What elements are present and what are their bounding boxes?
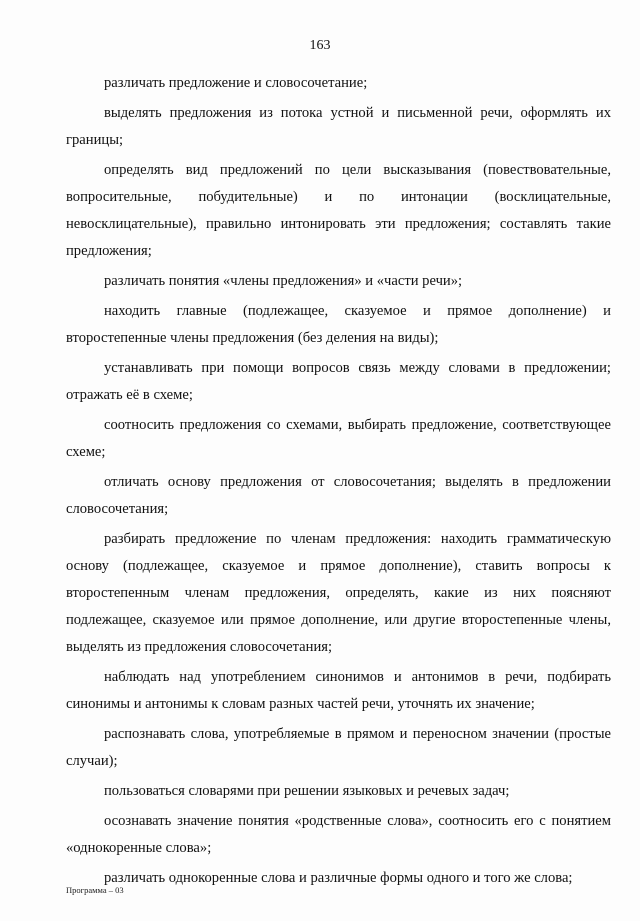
page-footer: Программа – 03 [66, 885, 124, 895]
paragraph: различать понятия «члены предложения» и «части речи»; [104, 273, 463, 289]
paragraph: наблюдать над употреблением синонимов и антонимов в речи, подбирать синонимы и антонимы к словам разных частей речи, уточнять их значение; [66, 669, 611, 712]
paragraph: определять вид предложений по цели высказывания (повествовательные, вопросительные, побудительные) и по интонации (восклицательные, невосклицательные), правильно интонировать эти предложения; составлять такие предложения; [66, 162, 611, 259]
paragraph: пользоваться словарями при решении языковых и речевых задач; [104, 783, 510, 799]
paragraph: распознавать слова, употребляемые в прямом и переносном значении (простые случаи); [66, 726, 611, 769]
paragraph: осознавать значение понятия «родственные слова», соотносить его с понятием «однокоренные слова»; [66, 813, 611, 856]
paragraph: устанавливать при помощи вопросов связь между словами в предложении; отражать её в схеме; [66, 360, 611, 403]
paragraph: выделять предложения из потока устной и письменной речи, оформлять их границы; [66, 105, 611, 148]
paragraph: находить главные (подлежащее, сказуемое и прямое дополнение) и второстепенные члены предложения (без деления на виды); [66, 303, 611, 346]
paragraph: различать предложение и словосочетание; [104, 75, 368, 91]
paragraph: соотносить предложения со схемами, выбирать предложение, соответствующее схеме; [66, 417, 611, 460]
paragraph: различать однокоренные слова и различные формы одного и того же слова; [104, 870, 573, 886]
paragraph: отличать основу предложения от словосочетания; выделять в предложении словосочетания; [66, 474, 611, 517]
body-text [66, 70, 611, 895]
paragraph: разбирать предложение по членам предложения: находить грамматическую основу (подлежащее, сказуемое и прямое дополнение), ставить вопросы к второстепенным членам предложения, определять, какие из них поясняют подлежащее, сказуемое или прямое дополнение, или другие второстепенные члены, выделять из предложения словосочетания; [66, 531, 611, 655]
page-number: 163 [309, 38, 331, 53]
